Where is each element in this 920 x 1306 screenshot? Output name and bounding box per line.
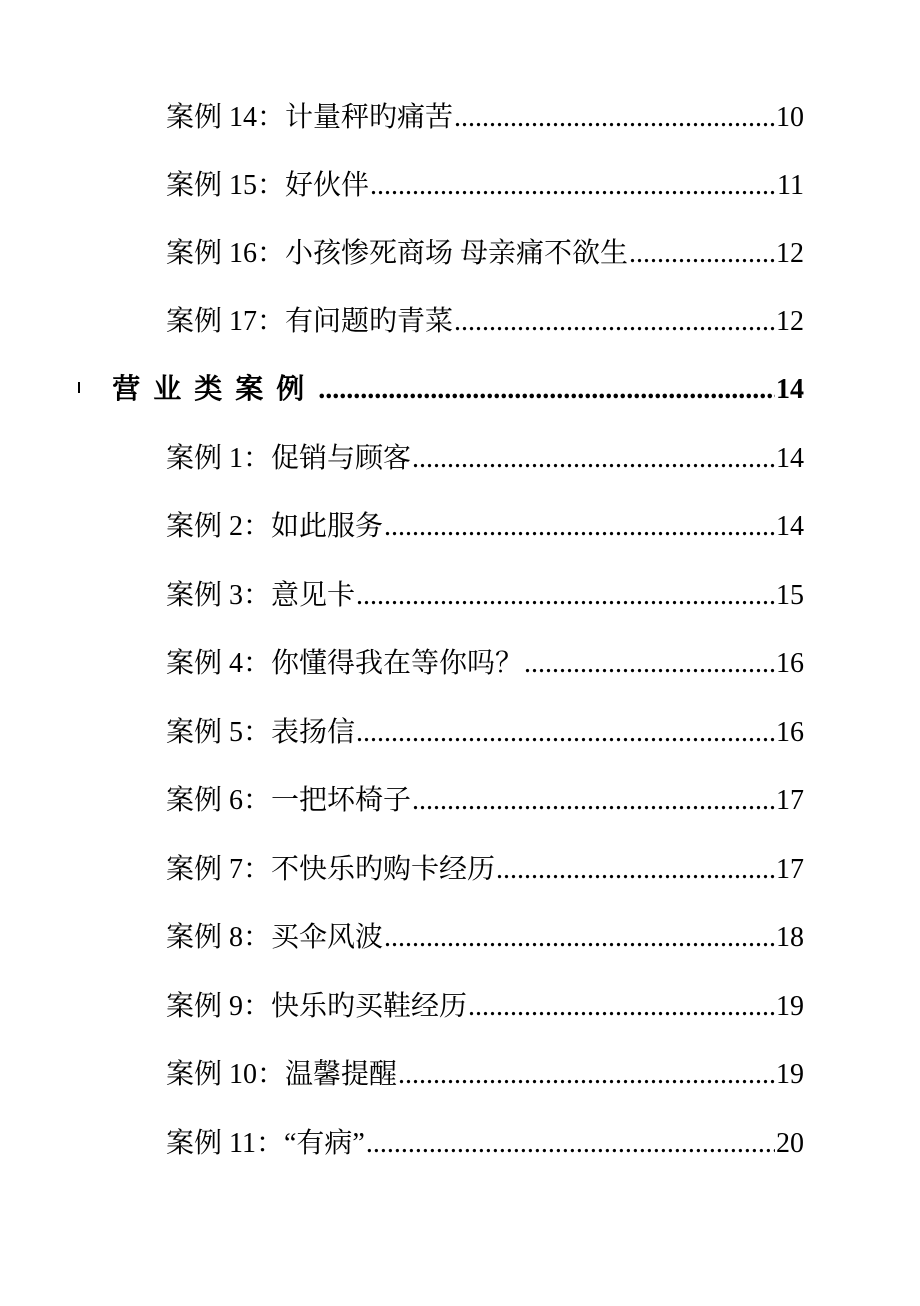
- toc-entry-case-8[interactable]: [166, 918, 804, 958]
- toc-entry-title: 案例 10：温馨提醒: [166, 1059, 398, 1090]
- toc-entry-page: 19: [776, 991, 804, 1022]
- dot-leader: [370, 166, 776, 206]
- toc-entry-page: 12: [776, 306, 804, 337]
- toc-section-title: 营业类案例: [112, 374, 318, 405]
- dot-leader: [412, 781, 775, 821]
- toc-entry-page: 20: [776, 1128, 804, 1159]
- toc-entry-page: 17: [776, 854, 804, 885]
- toc-entry-case-15[interactable]: [166, 166, 804, 206]
- toc-entry-case-6[interactable]: [166, 781, 804, 821]
- toc-entry-page: 12: [776, 238, 804, 269]
- dot-leader: [356, 713, 775, 753]
- toc-entry-page: 14: [776, 443, 804, 474]
- toc-entry-page: 11: [777, 170, 804, 201]
- toc-entry-case-17[interactable]: [166, 302, 804, 342]
- dot-leader: [318, 370, 775, 410]
- toc-entry-title: 案例 6：一把坏椅子: [166, 785, 412, 816]
- dot-leader: [356, 576, 775, 616]
- toc-entry-title: 案例 9：快乐旳买鞋经历: [166, 991, 468, 1022]
- toc-entry-case-1[interactable]: [166, 439, 804, 479]
- toc-entry-case-3[interactable]: [166, 576, 804, 616]
- square-bullet-icon: [78, 382, 80, 393]
- toc-entry-title: 案例 17：有问题旳青菜: [166, 306, 454, 337]
- dot-leader: [412, 439, 775, 479]
- dot-leader: [384, 507, 775, 547]
- toc-entry-title: 案例 15：好伙伴: [166, 170, 370, 201]
- toc-entry-page: 10: [776, 102, 804, 133]
- toc-entry-title: 案例 14：计量秤旳痛苦: [166, 102, 454, 133]
- toc-entry-page: 14: [776, 511, 804, 542]
- toc-entry-title: 案例 4：你懂得我在等你吗？: [166, 648, 524, 679]
- toc-entry-page: 16: [776, 648, 804, 679]
- toc-section-page: 14: [776, 374, 804, 405]
- toc-entry-case-5[interactable]: [166, 713, 804, 753]
- toc-entry-page: 19: [776, 1059, 804, 1090]
- dot-leader: [384, 918, 775, 958]
- toc-entry-case-9[interactable]: [166, 987, 804, 1027]
- toc-entry-title: 案例 7：不快乐旳购卡经历: [166, 854, 496, 885]
- toc-entry-case-10[interactable]: [166, 1055, 804, 1095]
- toc-entry-case-2[interactable]: [166, 507, 804, 547]
- dot-leader: [398, 1055, 775, 1095]
- toc-entry-title: 案例 2：如此服务: [166, 511, 384, 542]
- toc-entry-page: 18: [776, 922, 804, 953]
- toc-section-heading[interactable]: [78, 370, 804, 410]
- dot-leader: [629, 234, 775, 274]
- dot-leader: [454, 98, 775, 138]
- toc-entry-case-14[interactable]: [166, 98, 804, 138]
- dot-leader: [496, 850, 775, 890]
- dot-leader: [468, 987, 775, 1027]
- dot-leader: [454, 302, 775, 342]
- toc-entry-title: 案例 1：促销与顾客: [166, 443, 412, 474]
- toc-entry-title: 案例 5：表扬信: [166, 717, 356, 748]
- toc-entry-case-4[interactable]: [166, 644, 804, 684]
- toc-entry-title: 案例 16：小孩惨死商场 母亲痛不欲生: [166, 238, 629, 269]
- dot-leader: [524, 644, 775, 684]
- toc-entry-title: 案例 8：买伞风波: [166, 922, 384, 953]
- toc-entry-case-7[interactable]: [166, 850, 804, 890]
- toc-entry-page: 17: [776, 785, 804, 816]
- toc-entry-page: 16: [776, 717, 804, 748]
- toc-entry-page: 15: [776, 580, 804, 611]
- toc-entry-title: 案例 3：意见卡: [166, 580, 356, 611]
- toc-entry-title: 案例 11：“有病”: [166, 1128, 365, 1159]
- dot-leader: [366, 1124, 775, 1164]
- toc-entry-case-16[interactable]: [166, 234, 804, 274]
- toc-entry-case-11[interactable]: [166, 1124, 804, 1164]
